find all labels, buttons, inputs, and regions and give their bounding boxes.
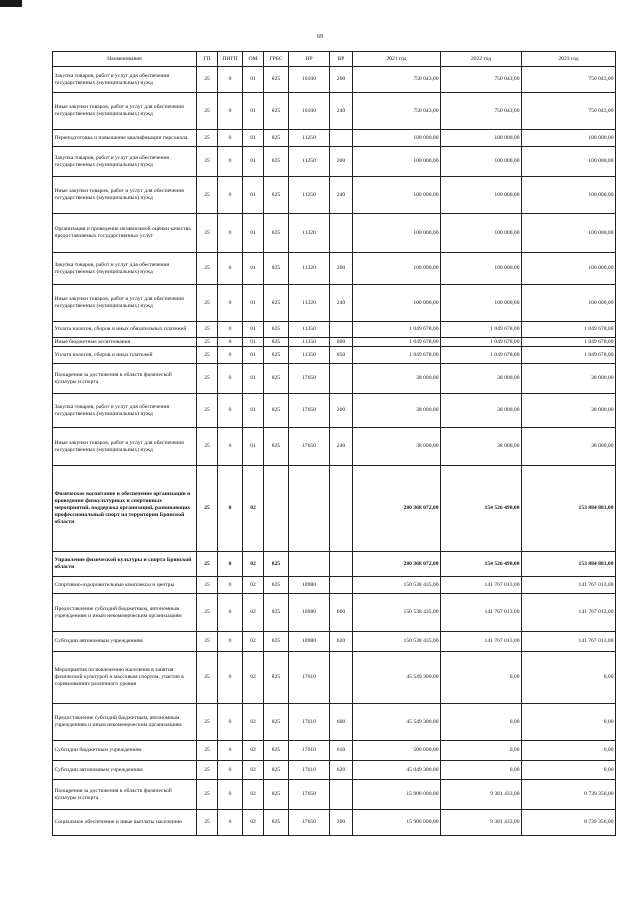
- grbs-cell: [264, 466, 289, 552]
- amount-2023-cell: 750 043,00: [522, 67, 616, 93]
- nr-cell: 17650: [289, 428, 330, 466]
- grbs-cell: 825: [264, 67, 289, 93]
- nr-cell: 11350: [289, 322, 330, 338]
- table-row: [53, 704, 616, 741]
- amount-2023-cell: 141 767 013,00: [522, 577, 616, 594]
- table-row: [53, 177, 616, 214]
- amount-2021-cell: 100 000,00: [353, 214, 441, 253]
- table-row: [53, 428, 616, 466]
- table-row: [53, 594, 616, 632]
- row-name-cell: Закупка товаров, работ и услуг для обеспечения государственных (муниципальных) нужд: [53, 253, 197, 285]
- amount-2023-cell: 1 049 678,00: [522, 347, 616, 364]
- om-cell: 02: [243, 652, 264, 704]
- grbs-cell: 825: [264, 632, 289, 652]
- gp-cell: 25: [197, 428, 218, 466]
- header-year-2022: 2022 год: [441, 52, 522, 67]
- vr-cell: [330, 364, 353, 394]
- om-cell: 01: [243, 177, 264, 214]
- pngp-cell: 0: [218, 364, 243, 394]
- pngp-cell: 0: [218, 67, 243, 93]
- grbs-cell: 825: [264, 322, 289, 338]
- nr-cell: 17650: [289, 780, 330, 810]
- pngp-cell: 0: [218, 214, 243, 253]
- gp-cell: 25: [197, 741, 218, 761]
- pngp-cell: 0: [218, 93, 243, 130]
- amount-2021-cell: 38 000,00: [353, 364, 441, 394]
- amount-2021-cell: 100 000,00: [353, 130, 441, 147]
- amount-2021-cell: 150 538 435,00: [353, 594, 441, 632]
- vr-cell: 240: [330, 177, 353, 214]
- amount-2022-cell: 100 000,00: [441, 130, 522, 147]
- amount-2022-cell: 0,00: [441, 741, 522, 761]
- om-cell: 01: [243, 394, 264, 428]
- row-name-cell: Уплата налогов, сборов и иных обязательных платежей: [53, 322, 197, 338]
- pngp-cell: 0: [218, 741, 243, 761]
- vr-cell: [330, 322, 353, 338]
- pngp-cell: 0: [218, 285, 243, 322]
- grbs-cell: 825: [264, 428, 289, 466]
- om-cell: 01: [243, 253, 264, 285]
- vr-cell: 200: [330, 147, 353, 177]
- header-om: ОМ: [243, 52, 264, 67]
- amount-2023-cell: 1 049 678,00: [522, 338, 616, 347]
- grbs-cell: 825: [264, 780, 289, 810]
- amount-2023-cell: 100 000,00: [522, 147, 616, 177]
- row-name-cell: Закупка товаров, работ и услуг для обеспечения государственных (муниципальных) нужд: [53, 147, 197, 177]
- amount-2023-cell: 141 767 013,00: [522, 594, 616, 632]
- table-row: [53, 93, 616, 130]
- amount-2023-cell: 8 739 356,00: [522, 780, 616, 810]
- row-name-cell: Управление физической культуры и спорта Брянской области: [53, 552, 197, 577]
- nr-cell: 10980: [289, 632, 330, 652]
- grbs-cell: 825: [264, 577, 289, 594]
- nr-cell: 17650: [289, 394, 330, 428]
- vr-cell: 600: [330, 594, 353, 632]
- grbs-cell: 825: [264, 214, 289, 253]
- amount-2021-cell: 1 049 678,00: [353, 338, 441, 347]
- vr-cell: 850: [330, 347, 353, 364]
- amount-2022-cell: 1 049 678,00: [441, 338, 522, 347]
- grbs-cell: 825: [264, 761, 289, 780]
- pngp-cell: 0: [218, 780, 243, 810]
- om-cell: 01: [243, 130, 264, 147]
- row-name-cell: Переподготовка и повышение квалификации персонала: [53, 130, 197, 147]
- vr-cell: 610: [330, 741, 353, 761]
- amount-2023-cell: 153 884 883,00: [522, 466, 616, 552]
- amount-2021-cell: 15 906 000,00: [353, 780, 441, 810]
- pngp-cell: 0: [218, 253, 243, 285]
- amount-2021-cell: 280 368 072,00: [353, 552, 441, 577]
- amount-2022-cell: 0,00: [441, 652, 522, 704]
- gp-cell: 25: [197, 285, 218, 322]
- vr-cell: 240: [330, 428, 353, 466]
- gp-cell: 25: [197, 552, 218, 577]
- amount-2021-cell: 1 049 678,00: [353, 347, 441, 364]
- gp-cell: 25: [197, 364, 218, 394]
- vr-cell: 200: [330, 67, 353, 93]
- amount-2021-cell: 500 000,00: [353, 741, 441, 761]
- row-name-cell: Иные закупки товаров, работ и услуг для обеспечения государственных (муниципальных) нужд: [53, 177, 197, 214]
- grbs-cell: 825: [264, 364, 289, 394]
- amount-2021-cell: 38 000,00: [353, 394, 441, 428]
- grbs-cell: 825: [264, 147, 289, 177]
- gp-cell: 25: [197, 347, 218, 364]
- amount-2022-cell: 141 767 013,00: [441, 632, 522, 652]
- table-row: [53, 147, 616, 177]
- amount-2022-cell: 100 000,00: [441, 253, 522, 285]
- row-name-cell: Предоставление субсидий бюджетным, автономным учреждениям и иным некоммерческим организациям: [53, 594, 197, 632]
- amount-2021-cell: 45 049 300,00: [353, 761, 441, 780]
- amount-2022-cell: 154 526 498,00: [441, 466, 522, 552]
- nr-cell: [289, 466, 330, 552]
- pngp-cell: 0: [218, 347, 243, 364]
- amount-2022-cell: 0,00: [441, 761, 522, 780]
- gp-cell: 25: [197, 466, 218, 552]
- om-cell: 02: [243, 632, 264, 652]
- vr-cell: 800: [330, 338, 353, 347]
- amount-2021-cell: 750 043,00: [353, 93, 441, 130]
- amount-2023-cell: 1 049 678,00: [522, 322, 616, 338]
- amount-2022-cell: 9 381 433,00: [441, 810, 522, 836]
- table-header-row: [53, 52, 616, 67]
- gp-cell: 25: [197, 761, 218, 780]
- pngp-cell: 0: [218, 652, 243, 704]
- pngp-cell: 0: [218, 632, 243, 652]
- page-number: 69: [317, 34, 323, 40]
- amount-2023-cell: 141 767 013,00: [522, 632, 616, 652]
- amount-2023-cell: 38 000,00: [522, 364, 616, 394]
- table-row: [53, 741, 616, 761]
- amount-2023-cell: 0,00: [522, 761, 616, 780]
- vr-cell: 240: [330, 285, 353, 322]
- pngp-cell: 0: [218, 177, 243, 214]
- amount-2023-cell: 0,00: [522, 704, 616, 741]
- vr-cell: 200: [330, 253, 353, 285]
- table-body: [53, 67, 616, 836]
- amount-2022-cell: 100 000,00: [441, 177, 522, 214]
- gp-cell: 25: [197, 394, 218, 428]
- om-cell: 02: [243, 780, 264, 810]
- amount-2022-cell: 750 043,00: [441, 93, 522, 130]
- vr-cell: [330, 780, 353, 810]
- amount-2023-cell: 0,00: [522, 652, 616, 704]
- gp-cell: 25: [197, 67, 218, 93]
- amount-2022-cell: 750 043,00: [441, 67, 522, 93]
- vr-cell: 600: [330, 704, 353, 741]
- amount-2021-cell: 38 000,00: [353, 428, 441, 466]
- pngp-cell: 0: [218, 552, 243, 577]
- om-cell: 01: [243, 285, 264, 322]
- gp-cell: 25: [197, 93, 218, 130]
- row-name-cell: Физическое воспитание и обеспечение организации и проведения физкультурных и спортивных мероприятий, поддержка организаций, развивающих профессиональный спорт на территории Брянской области: [53, 466, 197, 552]
- vr-cell: [330, 652, 353, 704]
- header-year-2023: 2023 год: [522, 52, 616, 67]
- row-name-cell: Закупка товаров, работ и услуг для обеспечения государственных (муниципальных) нужд: [53, 394, 197, 428]
- table-row: [53, 67, 616, 93]
- pngp-cell: 0: [218, 704, 243, 741]
- vr-cell: [330, 552, 353, 577]
- om-cell: 02: [243, 761, 264, 780]
- pngp-cell: 0: [218, 338, 243, 347]
- gp-cell: 25: [197, 577, 218, 594]
- row-name-cell: Предоставление субсидий бюджетным, автономным учреждениям и иным некоммерческим организациям: [53, 704, 197, 741]
- amount-2022-cell: 100 000,00: [441, 147, 522, 177]
- om-cell: 01: [243, 428, 264, 466]
- nr-cell: 11320: [289, 253, 330, 285]
- grbs-cell: 825: [264, 704, 289, 741]
- om-cell: 01: [243, 67, 264, 93]
- amount-2021-cell: 15 906 000,00: [353, 810, 441, 836]
- amount-2021-cell: 45 549 300,00: [353, 704, 441, 741]
- header-year-2021: 2021 год: [353, 52, 441, 67]
- grbs-cell: 825: [264, 347, 289, 364]
- amount-2022-cell: 154 526 498,00: [441, 552, 522, 577]
- om-cell: 01: [243, 347, 264, 364]
- nr-cell: 11250: [289, 147, 330, 177]
- header-name: Наименование: [53, 52, 197, 67]
- vr-cell: [330, 466, 353, 552]
- gp-cell: 25: [197, 780, 218, 810]
- amount-2023-cell: 100 000,00: [522, 253, 616, 285]
- gp-cell: 25: [197, 810, 218, 836]
- amount-2022-cell: 38 000,00: [441, 364, 522, 394]
- amount-2022-cell: 100 000,00: [441, 285, 522, 322]
- amount-2023-cell: 100 000,00: [522, 214, 616, 253]
- om-cell: 02: [243, 741, 264, 761]
- om-cell: 01: [243, 214, 264, 253]
- row-name-cell: Субсидии автономным учреждениям: [53, 761, 197, 780]
- om-cell: 02: [243, 552, 264, 577]
- pngp-cell: 0: [218, 761, 243, 780]
- scan-corner-mark: [0, 0, 22, 7]
- table-row: [53, 394, 616, 428]
- table-row: [53, 810, 616, 836]
- grbs-cell: 825: [264, 810, 289, 836]
- amount-2021-cell: 150 538 435,00: [353, 632, 441, 652]
- header-grbs: ГРБС: [264, 52, 289, 67]
- pngp-cell: 0: [218, 394, 243, 428]
- nr-cell: 10100: [289, 93, 330, 130]
- om-cell: 02: [243, 704, 264, 741]
- om-cell: 01: [243, 147, 264, 177]
- gp-cell: 25: [197, 338, 218, 347]
- nr-cell: 11350: [289, 338, 330, 347]
- budget-table: [52, 51, 616, 836]
- table-row: [53, 652, 616, 704]
- nr-cell: 17610: [289, 652, 330, 704]
- nr-cell: 10980: [289, 594, 330, 632]
- row-name-cell: Спортивно-оздоровительные комплексы и центры: [53, 577, 197, 594]
- vr-cell: 300: [330, 810, 353, 836]
- amount-2022-cell: 100 000,00: [441, 214, 522, 253]
- pngp-cell: 0: [218, 594, 243, 632]
- grbs-cell: 825: [264, 253, 289, 285]
- amount-2022-cell: 0,00: [441, 704, 522, 741]
- amount-2021-cell: 100 000,00: [353, 285, 441, 322]
- grbs-cell: 825: [264, 741, 289, 761]
- gp-cell: 25: [197, 253, 218, 285]
- amount-2021-cell: 750 043,00: [353, 67, 441, 93]
- table-row: [53, 780, 616, 810]
- grbs-cell: 825: [264, 552, 289, 577]
- grbs-cell: 825: [264, 338, 289, 347]
- gp-cell: 25: [197, 322, 218, 338]
- nr-cell: 11320: [289, 285, 330, 322]
- grbs-cell: 825: [264, 594, 289, 632]
- pngp-cell: 0: [218, 130, 243, 147]
- amount-2023-cell: 38 000,00: [522, 428, 616, 466]
- table-row: [53, 364, 616, 394]
- nr-cell: 17610: [289, 741, 330, 761]
- table-row: [53, 632, 616, 652]
- pngp-cell: 0: [218, 810, 243, 836]
- table-row: [53, 552, 616, 577]
- row-name-cell: Субсидии автономным учреждениям: [53, 632, 197, 652]
- row-name-cell: Иные закупки товаров, работ и услуг для обеспечения государственных (муниципальных) нужд: [53, 93, 197, 130]
- gp-cell: 25: [197, 704, 218, 741]
- gp-cell: 25: [197, 147, 218, 177]
- amount-2023-cell: 100 000,00: [522, 177, 616, 214]
- gp-cell: 25: [197, 652, 218, 704]
- amount-2021-cell: 100 000,00: [353, 177, 441, 214]
- vr-cell: 620: [330, 632, 353, 652]
- row-name-cell: Уплата налогов, сборов и иных платежей: [53, 347, 197, 364]
- amount-2023-cell: 38 000,00: [522, 394, 616, 428]
- vr-cell: 620: [330, 761, 353, 780]
- amount-2022-cell: 9 381 433,00: [441, 780, 522, 810]
- om-cell: 02: [243, 594, 264, 632]
- row-name-cell: Иные бюджетные ассигнования: [53, 338, 197, 347]
- pngp-cell: 0: [218, 322, 243, 338]
- row-name-cell: Социальное обеспечение и иные выплаты населению: [53, 810, 197, 836]
- vr-cell: 200: [330, 394, 353, 428]
- amount-2022-cell: 38 000,00: [441, 428, 522, 466]
- table-row: [53, 253, 616, 285]
- amount-2022-cell: 1 049 678,00: [441, 322, 522, 338]
- amount-2023-cell: 100 000,00: [522, 285, 616, 322]
- amount-2023-cell: 153 884 883,00: [522, 552, 616, 577]
- vr-cell: [330, 577, 353, 594]
- header-gp: ГП: [197, 52, 218, 67]
- gp-cell: 25: [197, 632, 218, 652]
- amount-2022-cell: 141 767 013,00: [441, 577, 522, 594]
- vr-cell: [330, 130, 353, 147]
- row-name-cell: Закупка товаров, работ и услуг для обеспечения государственных (муниципальных) нужд: [53, 67, 197, 93]
- table-row: [53, 130, 616, 147]
- om-cell: 01: [243, 364, 264, 394]
- nr-cell: 10980: [289, 577, 330, 594]
- om-cell: 01: [243, 322, 264, 338]
- nr-cell: 17650: [289, 810, 330, 836]
- table-row: [53, 466, 616, 552]
- om-cell: 01: [243, 93, 264, 130]
- om-cell: 02: [243, 577, 264, 594]
- grbs-cell: 825: [264, 130, 289, 147]
- vr-cell: [330, 214, 353, 253]
- pngp-cell: 0: [218, 147, 243, 177]
- amount-2021-cell: 45 549 300,00: [353, 652, 441, 704]
- table-row: [53, 322, 616, 338]
- row-name-cell: Поощрения за достижения в области физической культуры и спорта: [53, 780, 197, 810]
- table-row: [53, 214, 616, 253]
- table-row: [53, 347, 616, 364]
- pngp-cell: 0: [218, 428, 243, 466]
- amount-2021-cell: 100 000,00: [353, 147, 441, 177]
- gp-cell: 25: [197, 177, 218, 214]
- row-name-cell: Мероприятия по вовлечению населения в занятия физической культурой и массовым спортом, участие в соревнованиях различного уровня: [53, 652, 197, 704]
- amount-2023-cell: 750 043,00: [522, 93, 616, 130]
- amount-2021-cell: 1 049 678,00: [353, 322, 441, 338]
- table-row: [53, 338, 616, 347]
- row-name-cell: Иные закупки товаров, работ и услуг для обеспечения государственных (муниципальных) нужд: [53, 285, 197, 322]
- grbs-cell: 825: [264, 652, 289, 704]
- pngp-cell: 0: [218, 577, 243, 594]
- header-pngp: ПНГП: [218, 52, 243, 67]
- row-name-cell: Иные закупки товаров, работ и услуг для обеспечения государственных (муниципальных) нужд: [53, 428, 197, 466]
- gp-cell: 25: [197, 130, 218, 147]
- amount-2023-cell: 0,00: [522, 741, 616, 761]
- grbs-cell: 825: [264, 394, 289, 428]
- nr-cell: 17610: [289, 761, 330, 780]
- table-row: [53, 761, 616, 780]
- vr-cell: 240: [330, 93, 353, 130]
- header-nr: НР: [289, 52, 330, 67]
- pngp-cell: 0: [218, 466, 243, 552]
- om-cell: 02: [243, 810, 264, 836]
- table-row: [53, 285, 616, 322]
- grbs-cell: 825: [264, 93, 289, 130]
- gp-cell: 25: [197, 594, 218, 632]
- amount-2021-cell: 280 368 072,00: [353, 466, 441, 552]
- amount-2023-cell: 100 000,00: [522, 130, 616, 147]
- amount-2022-cell: 38 000,00: [441, 394, 522, 428]
- row-name-cell: Организация и проведение независимой оценки качества предоставляемых государственных услуг: [53, 214, 197, 253]
- nr-cell: 11250: [289, 130, 330, 147]
- amount-2021-cell: 150 538 435,00: [353, 577, 441, 594]
- nr-cell: 10100: [289, 67, 330, 93]
- grbs-cell: 825: [264, 177, 289, 214]
- row-name-cell: Субсидии бюджетным учреждениям: [53, 741, 197, 761]
- om-cell: 02: [243, 466, 264, 552]
- nr-cell: 17610: [289, 704, 330, 741]
- row-name-cell: Поощрения за достижения в области физической культуры и спорта: [53, 364, 197, 394]
- nr-cell: 11250: [289, 177, 330, 214]
- nr-cell: 11320: [289, 214, 330, 253]
- table-row: [53, 577, 616, 594]
- nr-cell: 17650: [289, 364, 330, 394]
- nr-cell: 11350: [289, 347, 330, 364]
- nr-cell: [289, 552, 330, 577]
- om-cell: 01: [243, 338, 264, 347]
- grbs-cell: 825: [264, 285, 289, 322]
- header-vr: ВР: [330, 52, 353, 67]
- amount-2022-cell: 1 049 678,00: [441, 347, 522, 364]
- amount-2021-cell: 100 000,00: [353, 253, 441, 285]
- amount-2022-cell: 141 767 013,00: [441, 594, 522, 632]
- gp-cell: 25: [197, 214, 218, 253]
- amount-2023-cell: 8 739 356,00: [522, 810, 616, 836]
